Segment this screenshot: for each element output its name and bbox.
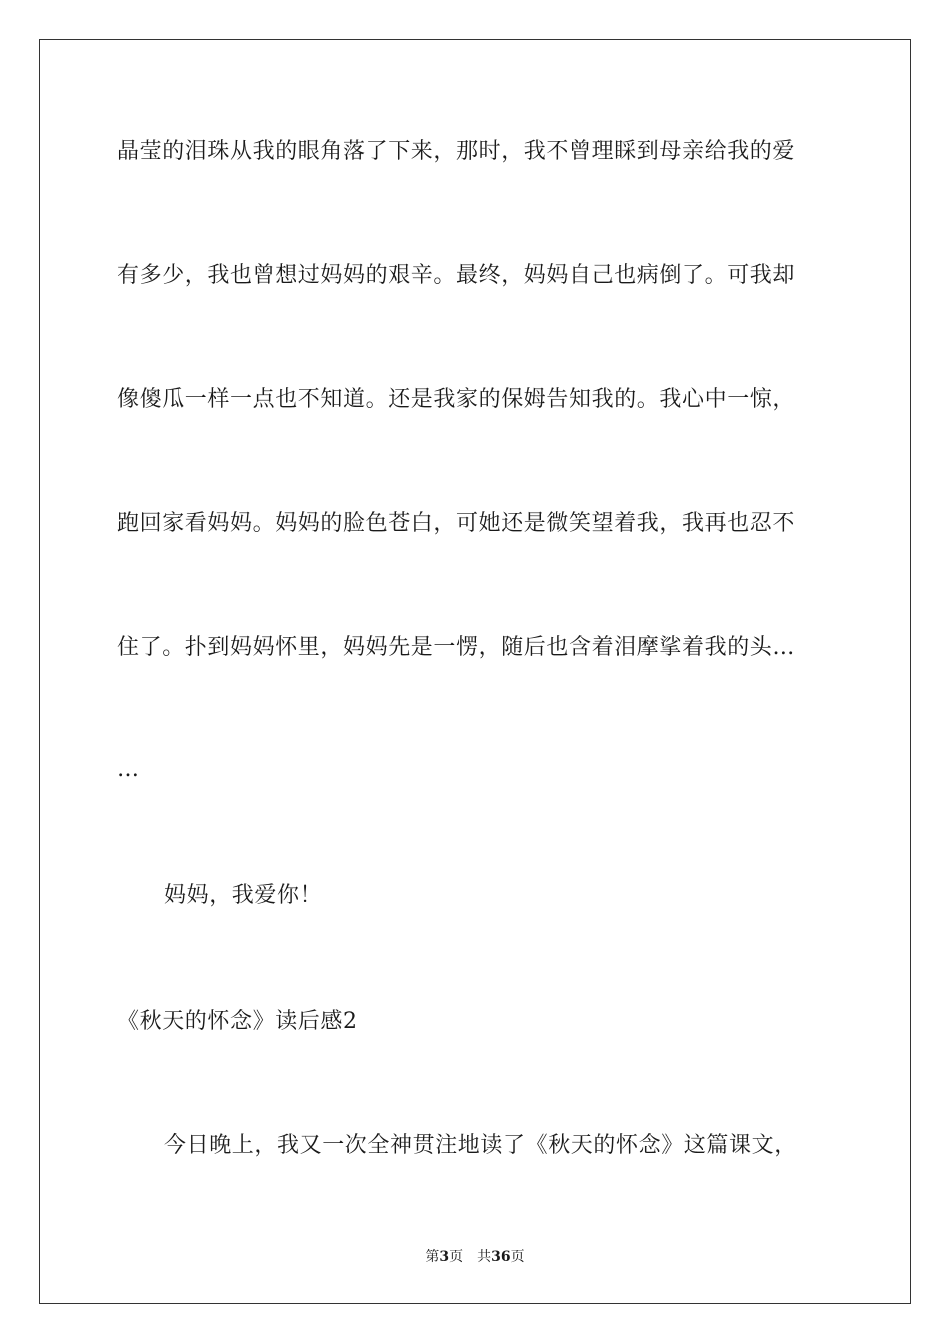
body-line: 像傻瓜一样一点也不知道。还是我家的保姆告知我的。我心中一惊，	[117, 387, 796, 412]
page-border	[39, 39, 911, 1304]
body-line: 有多少，我也曾想过妈妈的艰辛。最终，妈妈自己也病倒了。可我却	[117, 263, 796, 288]
total-suffix: 页	[510, 1249, 525, 1265]
paragraph-first-line: 今日晚上，我又一次全神贯注地读了《秋天的怀念》这篇课文，	[164, 1133, 797, 1158]
page-prefix: 第	[425, 1249, 440, 1265]
page-footer	[0, 1248, 950, 1266]
page-number: 3	[439, 1249, 450, 1265]
page-suffix: 页	[449, 1249, 464, 1265]
total-pages: 36	[491, 1249, 511, 1265]
body-line: 住了。扑到妈妈怀里，妈妈先是一愣，随后也含着泪摩挲着我的头…	[117, 635, 796, 660]
body-line: 晶莹的泪珠从我的眼角落了下来，那时，我不曾理睬到母亲给我的爱	[117, 139, 796, 164]
section-title: 《秋天的怀念》读后感2	[117, 1009, 358, 1034]
body-line: …	[117, 757, 140, 782]
body-line: 跑回家看妈妈。妈妈的脸色苍白，可她还是微笑望着我，我再也忍不	[117, 511, 796, 536]
closing-line: 妈妈，我爱你！	[164, 883, 323, 908]
total-prefix: 共	[477, 1249, 492, 1265]
